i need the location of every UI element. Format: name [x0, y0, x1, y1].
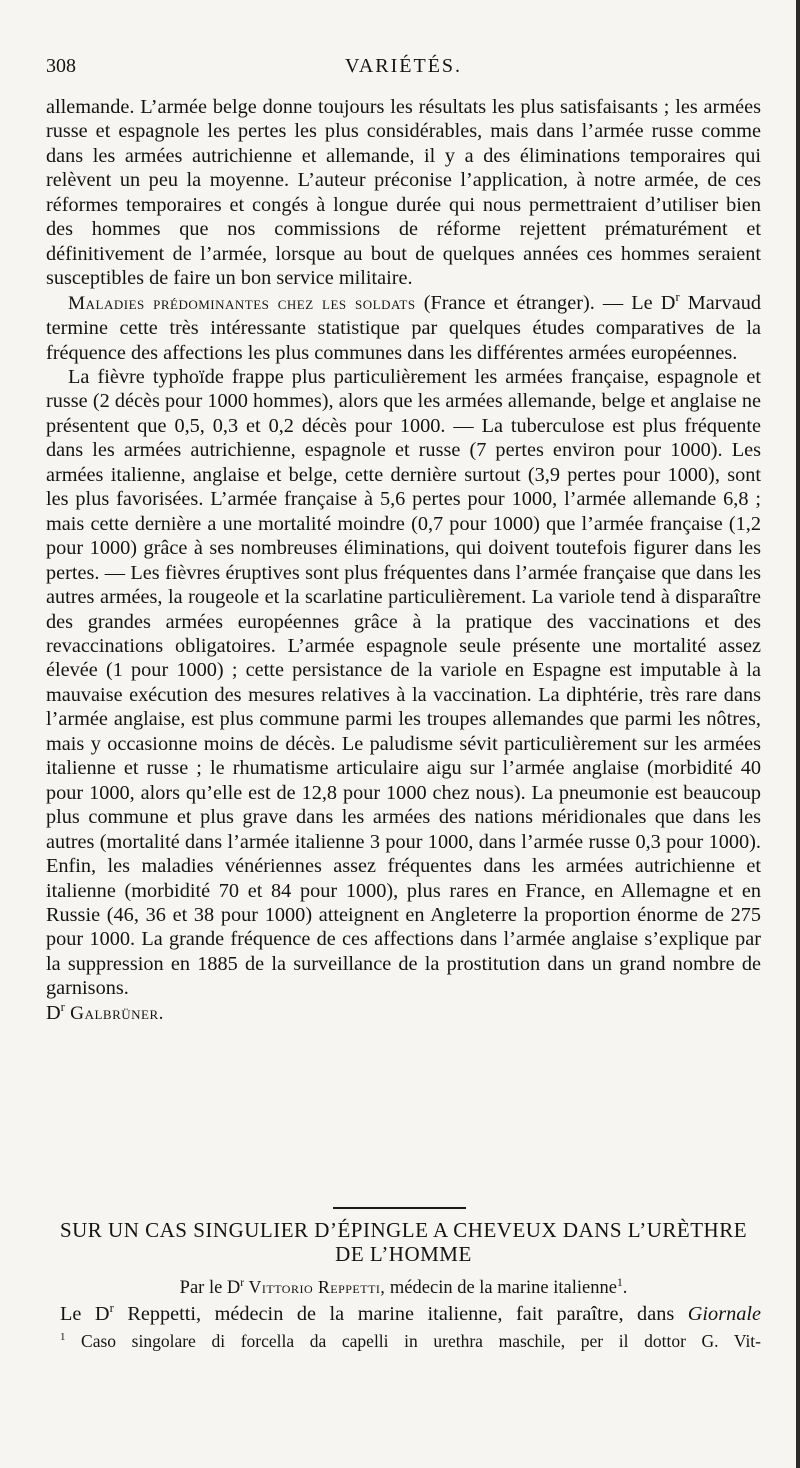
page-header [46, 55, 761, 85]
signature-superscript: r [60, 1000, 65, 1014]
article-title-line-2: DE L’HOMME [335, 1242, 472, 1266]
page-edge [796, 0, 800, 1468]
article-lead-paragraph [46, 1302, 761, 1326]
lead-text-b: Reppetti, médecin de la marine italienne, fait paraître, dans [113, 1303, 688, 1325]
byline-prefix: Par le D [179, 1278, 241, 1298]
body-text [46, 95, 761, 1026]
article-title-line-1: SUR UN CAS SINGULIER D’ÉPINGLE A CHEVEUX DANS L’URÈTHRE [59, 1218, 748, 1242]
running-title: VARIÉTÉS. [344, 55, 463, 77]
footnote [46, 1330, 761, 1352]
footnote-mark: 1 [60, 1331, 66, 1344]
footnote-reference: 1 [616, 1276, 623, 1289]
signature [46, 1001, 761, 1026]
article-byline [46, 1275, 761, 1300]
page-number: 308 [46, 55, 76, 77]
paragraph-diseases-statistics: La fièvre typhoïde frappe plus particulièrement les armées française, espagnole et russe (2 décès pour 1000 hommes), alors que les armées allemande, belge et anglaise ne présentent que 0,5, 0,3 et 0,2 décès pour 1000. — La tuberculose est plus fréquente dans les armées autrichienne, espagnole et russe (7 pertes environ pour 1000). Les armées italienne, anglaise et belge, cette dernière surtout (3,9 pertes pour 1000), sont les plus favorisées. L’armée française à 5,6 pertes pour 1000, l’armée allemande 6,8 ; mais cette dernière a une mortalité moindre (0,7 pour 1000) que l’armée française (1,2 pour 1000) grâce à ses nombreuses éliminations, qui doivent toutefois figurer dans les pertes. — Les fièvres éruptives sont plus fréquentes dans l’armée française que dans les autres armées, la rougeole et la scarlatine particulièrement. La variole tend à disparaître des grandes armées européennes grâce à la pratique des vaccinations et des revaccinations obligatoires. L’armée espagnole seule présente une mortalité assez élevée (1 pour 1000) ; cette persistance de la variole en Espagne est imputable à la mauvaise exécution des mesures relatives à la vaccination. La diphtérie, très rare dans l’armée anglaise, est plus commune parmi les troupes allemandes que parmi les nôtres, mais y occasionne moins de décès. Le paludisme sévit particulièrement sur les armées italienne et russe ; le rhumatisme articulaire aigu sur l’armée anglaise (morbidité 40 pour 1000, alors qu’elle est de 12,8 pour 1000 chez nous). La pneumonie est beaucoup plus commune et plus grave dans les armées des nations méridionales que dans les autres (mortalité dans l’armée italienne 3 pour 1000, dans l’armée russe 0,3 pour 1000). Enfin, les maladies vénériennes assez fréquentes dans les armées autrichienne et italienne (morbidité 70 et 84 pour 1000), plus rares en France, en Allemagne et en Russie (46, 36 et 38 pour 1000) atteignent en Angleterre la proportion énorme de 275 pour 1000. La grande fréquence de ces affections dans l’armée anglaise s’explique par la suppression en 1885 de la surveillance de la prostitution dans un grand nombre de garnisons. [46, 365, 761, 1000]
lead-superscript: r [109, 1301, 114, 1316]
signature-name: Galbrüner. [64, 1002, 164, 1024]
doctor-superscript: r [675, 289, 680, 304]
section-heading-maladies: Maladies prédominantes chez les soldats [68, 292, 416, 314]
footnote-text: Caso singolare di forcella da capelli in urethra maschile, per il dottor G. Vit- [65, 1331, 761, 1351]
paragraph-maladies-text-a: (France et étranger). — Le D [415, 291, 676, 314]
paragraph-maladies-intro [46, 291, 761, 365]
paragraph-maladies-text-b: Marvaud termine cette très intéressante statistique par quelques études comparatives de la fréquence des affections les plus communes dans les différentes armées européennes. [46, 291, 761, 364]
signature-prefix: D [46, 1001, 61, 1024]
byline-author: Vittorio Reppetti, [244, 1277, 386, 1297]
paragraph-army-results: allemande. L’armée belge donne toujours les résultats les plus satisfaisants ; les armées russe et espagnole les pertes les plus considérables, mais dans l’armée russe comme dans les armées autrichienne et allemande, il y a des éliminations temporaires qui relèvent un peu la moyenne. L’auteur préconise l’application, à notre armée, de ces réformes temporaires et congés à longue durée qui nous permettraient d’utiliser bien des hommes que nos commissions de réforme rejettent prématurément et définitivement de l’armée, lorsque au bout de quelques années ces hommes seraient susceptibles de faire un bon service militaire. [46, 96, 761, 290]
article-title [46, 1218, 761, 1266]
lead-text-a: Le D [60, 1303, 110, 1325]
section-divider [333, 1207, 466, 1209]
byline-superscript: r [240, 1276, 245, 1289]
lead-journal-italic: Giornale [687, 1303, 761, 1325]
byline-affiliation: médecin de la marine italienne [385, 1278, 617, 1298]
byline-end: . [622, 1278, 628, 1298]
